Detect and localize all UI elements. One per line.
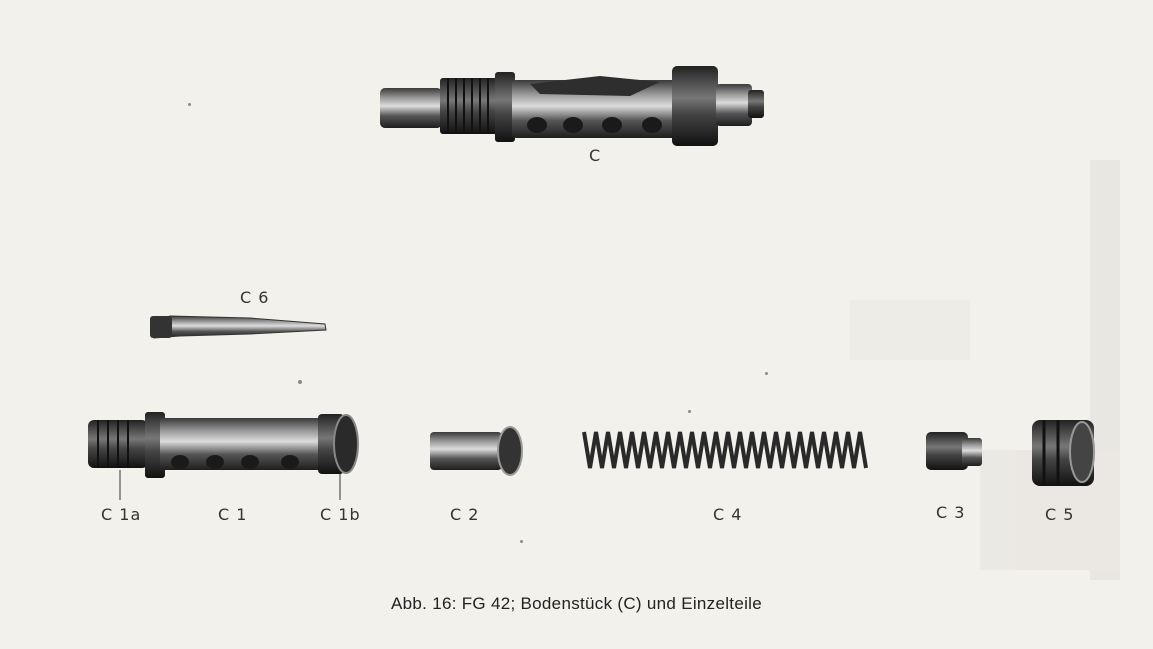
assembled-part-c (380, 66, 764, 146)
print-speckle (850, 160, 1120, 580)
part-c6 (150, 316, 326, 338)
label-assembled-c: C (589, 146, 602, 165)
label-c5: C 5 (1045, 505, 1075, 524)
speck (520, 540, 523, 543)
label-c3: C 3 (936, 503, 966, 522)
label-c1b: C 1b (320, 505, 361, 524)
label-c4: C 4 (713, 505, 743, 524)
label-c1a: C 1a (101, 505, 142, 524)
part-c1 (88, 412, 358, 500)
figure-caption: Abb. 16: FG 42; Bodenstück (C) und Einzelteile (391, 594, 762, 613)
label-c1: C 1 (218, 505, 248, 524)
part-c2 (430, 427, 522, 475)
label-c2: C 2 (450, 505, 480, 524)
part-c3 (926, 432, 982, 470)
part-c4 (584, 432, 866, 468)
speck (688, 410, 691, 413)
speck (188, 103, 191, 106)
speck (765, 372, 768, 375)
speck (298, 380, 302, 384)
label-c6: C 6 (240, 288, 270, 307)
part-c5 (1032, 420, 1094, 486)
